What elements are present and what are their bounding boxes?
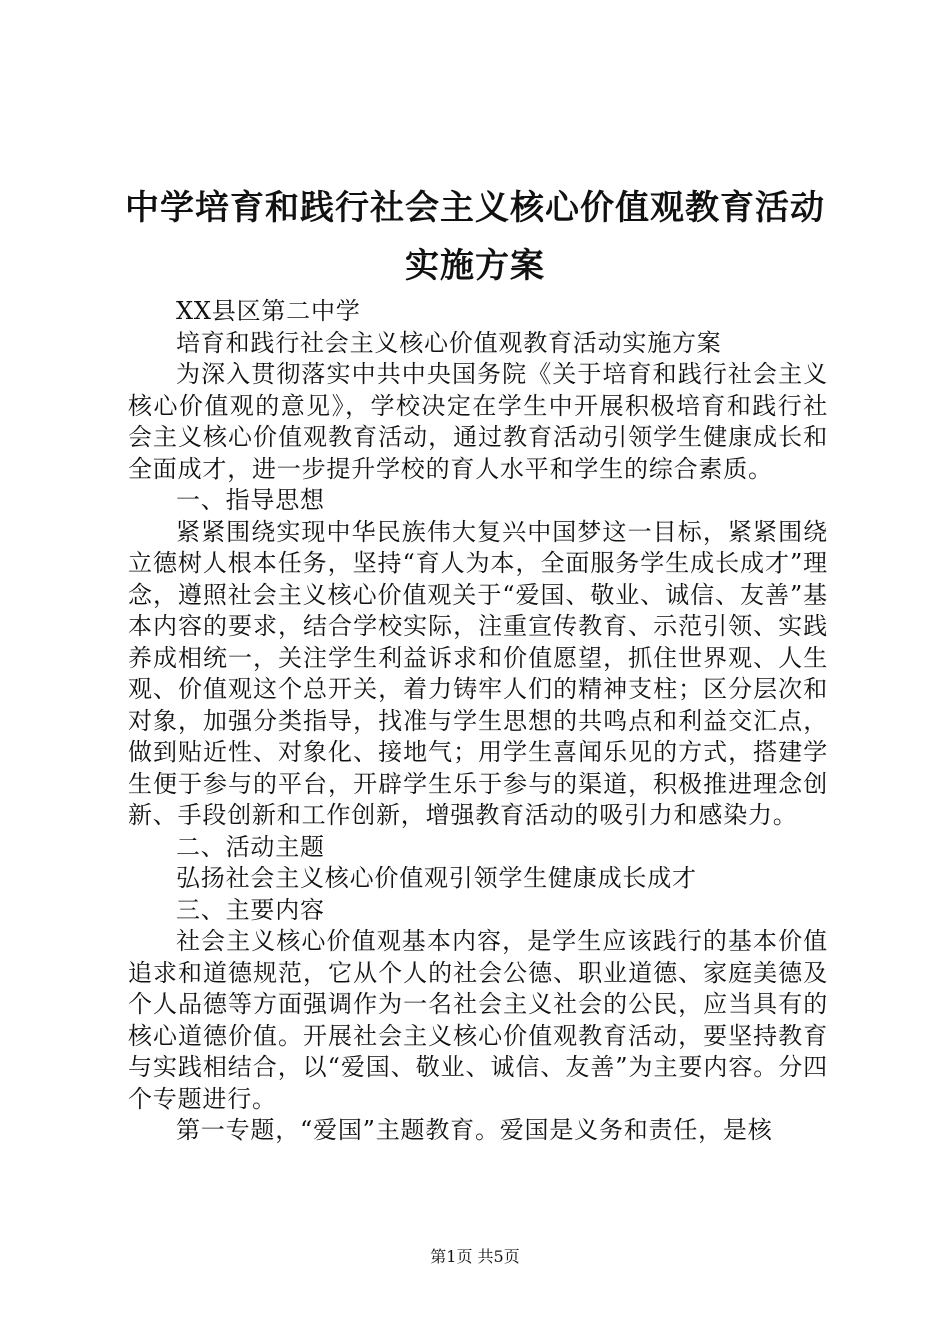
page-footer: 第1页 共5页 — [430, 1247, 520, 1266]
document-body — [128, 296, 828, 1147]
section-heading-guiding-ideology: 一、指导思想 — [176, 486, 325, 514]
first-topic-paragraph: 第一专题，“爱国”主题教育。爱国是义务和责任，是核 — [176, 1116, 773, 1144]
intro-paragraph: 为深入贯彻落实中共中央国务院《关于培育和践行社会主义核心价值观的意见》，学校决定在学生中开展积极培育和践行社会主义核心价值观教育活动，通过教育活动引领学生健康成长和全面成才，进一步提升学校的育人水平和学生的综合素质。 — [128, 360, 828, 483]
section-heading-activity-theme: 二、活动主题 — [176, 832, 325, 861]
guiding-ideology-paragraph: 紧紧围绕实现中华民族伟大复兴中国梦这一目标，紧紧围绕立德树人根本任务，坚持“育人为本，全面服务学生成长成才”理念，遵照社会主义核心价值观关于“爱国、敬业、诚信、友善”基本内容的要求，结合学校实际，注重宣传教育、示范引领、实践养成相统一，关注学生利益诉求和价值愿望，抓住世界观、人生观、价值观这个总开关，着力铸牢人们的精神支柱；区分层次和对象，加强分类指导，找准与学生思想的共鸣点和利益交汇点，做到贴近性、对象化、接地气；用学生喜闻乐见的方式，搭建学生便于参与的平台，开辟学生乐于参与的渠道，积极推进理念创新、手段创新和工作创新，增强教育活动的吸引力和感染力。 — [128, 517, 828, 829]
document-title-line-2: 实施方案 — [405, 246, 545, 286]
plan-subtitle: 培育和践行社会主义核心价值观教育活动实施方案 — [176, 328, 722, 357]
section-heading-main-content: 三、主要内容 — [176, 895, 325, 924]
main-content-paragraph: 社会主义核心价值观基本内容，是学生应该践行的基本价值追求和道德规范，它从个人的社会公德、职业道德、家庭美德及个人品德等方面强调作为一名社会主义社会的公民，应当具有的核心道德价值。开展社会主义核心价值观教育活动，要坚持教育与实践相结合，以“爱国、敬业、诚信、友善”为主要内容。分四个专题进行。 — [128, 927, 828, 1113]
school-name: XX县区第二中学 — [176, 297, 361, 325]
activity-theme-paragraph: 弘扬社会主义核心价值观引领学生健康成长成才 — [176, 864, 697, 892]
document-title-line-1: 中学培育和践行社会主义核心价值观教育活动 — [125, 188, 825, 228]
